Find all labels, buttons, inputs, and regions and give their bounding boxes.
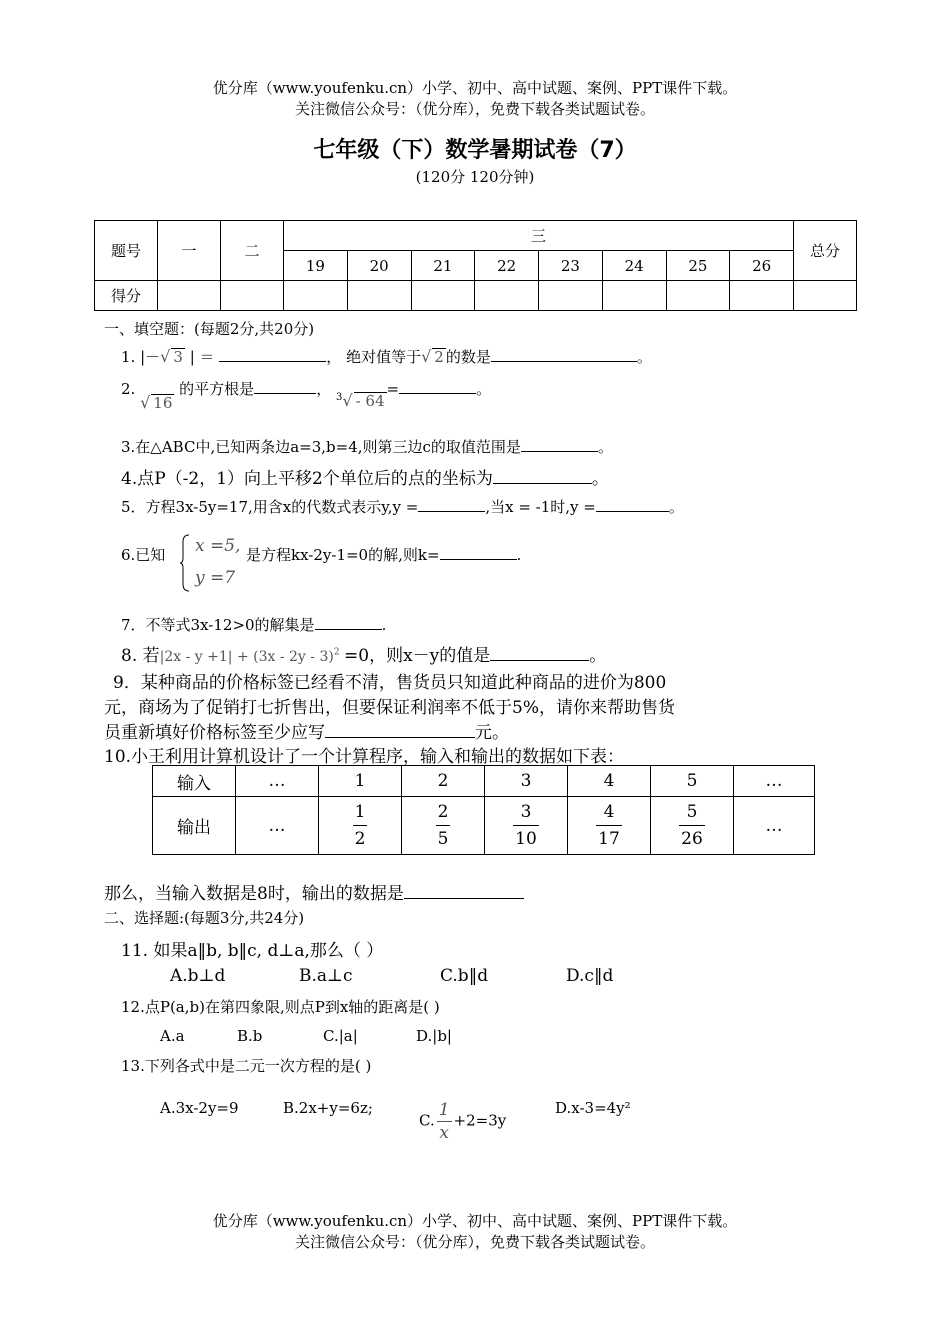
io-input-value: 5 [651,766,734,797]
score-cell[interactable] [221,281,284,311]
answer-blank[interactable] [490,646,589,661]
header-line-1: 优分库（www.youfenku.cn）小学、初中、高中试题、案例、PPT课件下载。 [212,79,738,97]
score-cell[interactable] [158,281,221,311]
score-cell[interactable] [794,281,857,311]
section-1-heading: 一、填空题：(每题2分,共20分) [104,320,315,338]
io-output-value: $\frac{3}{10}$ [485,797,568,855]
score-cell[interactable] [666,281,730,311]
question-8: 8. 若|2x - y +1| + (3x - 2y - 3)$^2$ =0，则x－y的值是 。 [121,646,607,666]
answer-blank[interactable] [315,615,382,630]
question-9-line-1: 9．某种商品的价格标签已经看不清，售货员只知道此种商品的进价为800 [113,673,667,693]
score-table-number: 26 [730,251,794,281]
answer-blank[interactable] [325,723,475,738]
score-table-col-san: 三 [284,221,794,251]
footer-line-2: 关注微信公众号：（优分库），免费下载各类试题试卷。 [294,1233,655,1251]
score-cell[interactable] [730,281,794,311]
option-c[interactable]: C.b‖d [440,966,489,986]
io-input-label: 输入 [153,766,236,797]
option-a[interactable]: A.a [160,1027,185,1045]
system-eq-y: y =7 [195,568,236,588]
section-2-heading: 二、选择题:(每题3分,共24分) [104,909,305,927]
question-9-line-3: 员重新填好价格标签至少应写 元。 [104,723,509,743]
score-table-col-er: 二 [221,221,284,281]
io-input-value: 3 [485,766,568,797]
page-subtitle: (120分 120分钟) [415,168,535,186]
io-ellipsis: … [734,797,815,855]
score-table-number: 23 [539,251,603,281]
io-ellipsis: … [236,766,319,797]
io-ellipsis: … [236,797,319,855]
score-cell[interactable] [602,281,666,311]
option-c[interactable]: C.|a| [323,1027,358,1045]
header-line-2: 关注微信公众号：（优分库），免费下载各类试题试卷。 [294,100,655,118]
question-11: 11. 如果a‖b, b‖c, d⊥a,那么（ ） [121,941,384,961]
option-d[interactable]: D.c‖d [566,966,614,986]
option-c[interactable]: C. $\frac{1}{x}$ +2=3y [419,1100,507,1143]
score-table-number: 21 [411,251,475,281]
option-a[interactable]: A.3x-2y=9 [160,1099,239,1117]
score-table-col-total: 总分 [794,221,857,281]
io-ellipsis: … [734,766,815,797]
answer-blank[interactable] [399,379,476,394]
io-input-value: 2 [402,766,485,797]
option-d[interactable]: D.|b| [416,1027,452,1045]
question-6: 6.已知 [121,546,166,564]
answer-blank[interactable] [491,347,637,362]
score-cell[interactable] [539,281,603,311]
score-cell[interactable] [347,281,411,311]
answer-blank[interactable] [418,497,485,512]
io-table [152,765,815,855]
score-cell[interactable] [475,281,539,311]
question-6-rest: 是方程kx-2y-1=0的解,则k= . [246,546,522,564]
brace-icon [180,534,190,592]
score-table-label-tihao: 题号 [95,221,158,281]
io-input-value: 1 [319,766,402,797]
answer-blank[interactable] [521,437,598,452]
score-table [94,220,857,311]
question-10: 10.小王利用计算机设计了一个计算程序，输入和输出的数据如下表： [104,747,625,767]
question-9-line-2: 元，商场为了促销打七折售出，但要保证利润率不低于5%，请你来帮助售货 [104,698,675,718]
score-table-number: 25 [666,251,730,281]
question-12: 12.点P(a,b)在第四象限,则点P到x轴的距离是( ) [121,998,440,1016]
option-b[interactable]: B.a⊥c [299,966,353,986]
score-table-number: 19 [284,251,348,281]
answer-blank[interactable] [440,545,517,560]
page-title: 七年级（下）数学暑期试卷（7） [313,138,637,163]
question-10-after: 那么，当输入数据是8时，输出的数据是 [104,879,524,904]
question-4: 4.点P（-2，1）向上平移2个单位后的点的坐标为 。 [121,469,609,489]
question-13: 13.下列各式中是二元一次方程的是( ) [121,1057,372,1075]
io-input-value: 4 [568,766,651,797]
question-5: 5．方程3x-5y=17,用含x的代数式表示y,y = ,当x = -1时,y = 。 [121,498,684,516]
io-output-value: $\frac{1}{2}$ [319,797,402,855]
option-d[interactable]: D.x-3=4y² [555,1099,631,1117]
footer-line-1: 优分库（www.youfenku.cn）小学、初中、高中试题、案例、PPT课件下载。 [212,1212,738,1230]
io-output-value: $\frac{2}{5}$ [402,797,485,855]
score-table-number: 20 [347,251,411,281]
question-7: 7．不等式3x-12>0的解集是 . [121,616,387,634]
io-output-value: $\frac{5}{26}$ [651,797,734,855]
io-output-label: 输出 [153,797,236,855]
score-cell[interactable] [411,281,475,311]
score-table-number: 24 [602,251,666,281]
score-cell[interactable] [284,281,348,311]
io-output-value: $\frac{4}{17}$ [568,797,651,855]
question-2: 2. √ 16 的平方根是 ， $^3$√ - 64= 。 [121,380,492,412]
question-1: 1. |－√ 3 | ＝ ， 绝对值等于√ 2 的数是 。 [121,347,652,366]
score-table-number: 22 [475,251,539,281]
question-3: 3.在△ABC中,已知两条边a=3,b=4,则第三边c的取值范围是 。 [121,438,613,456]
answer-blank[interactable] [254,379,316,394]
score-table-col-yi: 一 [158,221,221,281]
option-b[interactable]: B.b [237,1027,263,1045]
score-table-label-defen: 得分 [95,281,158,311]
answer-blank[interactable] [596,497,669,512]
option-a[interactable]: A.b⊥d [170,966,226,986]
answer-blank[interactable] [219,347,326,362]
answer-blank[interactable] [404,884,524,899]
system-eq-x: x =5, [195,536,241,556]
answer-blank[interactable] [493,469,592,484]
option-b[interactable]: B.2x+y=6z; [283,1099,373,1117]
